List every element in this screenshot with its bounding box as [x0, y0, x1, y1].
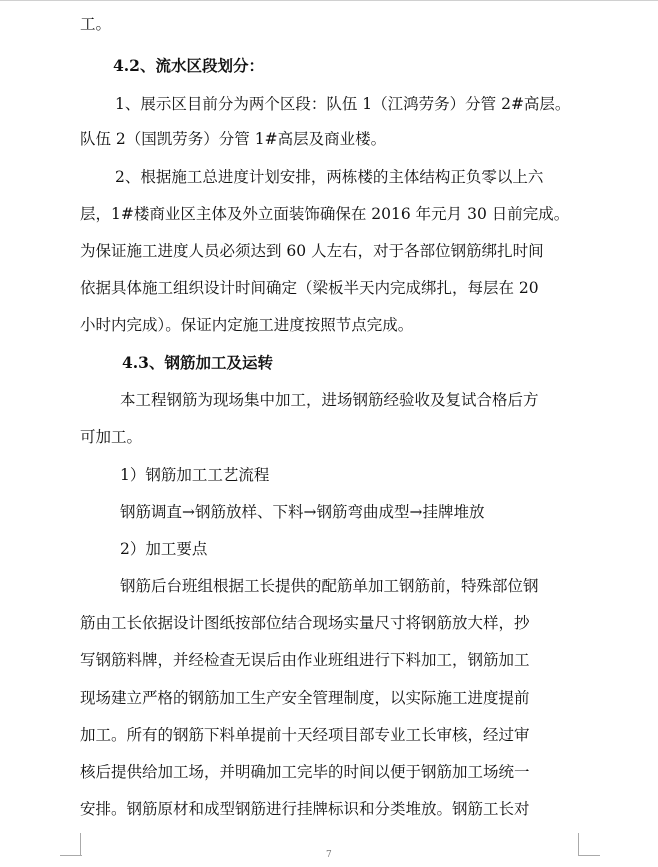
text-line: 现场建立严格的钢筋加工生产安全管理制度，以实际施工进度提前 [80, 689, 530, 707]
text-line: 核后提供给加工场，并明确加工完毕的时间以便于钢筋加工场统一 [80, 763, 530, 781]
text-line: 层，1#楼商业区主体及外立面装饰确保在 2016 年元月 30 日前完成。 [80, 205, 570, 223]
text-line: 工。 [80, 15, 112, 33]
subheading: 1）钢筋加工工艺流程 [120, 466, 270, 484]
subheading: 2）加工要点 [120, 540, 208, 558]
text-line: 为保证施工进度人员必须达到 60 人左右，对于各部位钢筋绑扎时间 [80, 242, 544, 260]
text-line: 本工程钢筋为现场集中加工，进场钢筋经验收及复试合格后方 [120, 391, 539, 409]
text-line: 安排。钢筋原材和成型钢筋进行挂牌标识和分类堆放。钢筋工长对 [80, 800, 530, 818]
process-flow-line: 钢筋调直→钢筋放样、下料→钢筋弯曲成型→挂牌堆放 [120, 503, 485, 521]
text-line: 小时内完成）。保证内定施工进度按照节点完成。 [80, 316, 414, 334]
page-number: 7 [326, 850, 332, 860]
text-line: 队伍 2（国凯劳务）分管 1#高层及商业楼。 [80, 130, 387, 148]
page-top-border [0, 0, 658, 1]
text-line: 加工。所有的钢筋下料单提前十天经项目部专业工长审核，经过审 [80, 726, 530, 744]
text-line: 可加工。 [80, 428, 143, 446]
section-heading-4-2: 4.2、流水区段划分： [113, 56, 264, 75]
section-heading-4-3: 4.3、钢筋加工及运转 [122, 353, 273, 372]
text-line: 依据具体施工组织设计时间确定（梁板半天内完成绑扎，每层在 20 [80, 279, 539, 297]
text-line: 写钢筋料牌，并经检查无误后由作业班组进行下料加工，钢筋加工 [80, 651, 530, 669]
text-line: 筋由工长依据设计图纸按部位结合现场实量尺寸将钢筋放大样，抄 [80, 614, 530, 632]
text-line: 2、根据施工总进度计划安排，两栋楼的主体结构正负零以上六 [115, 168, 544, 186]
text-line: 1、展示区目前分为两个区段：队伍 1（江鸿劳务）分管 2#高层。 [115, 95, 571, 113]
text-line: 钢筋后台班组根据工长提供的配筋单加工钢筋前，特殊部位钢 [120, 577, 539, 595]
